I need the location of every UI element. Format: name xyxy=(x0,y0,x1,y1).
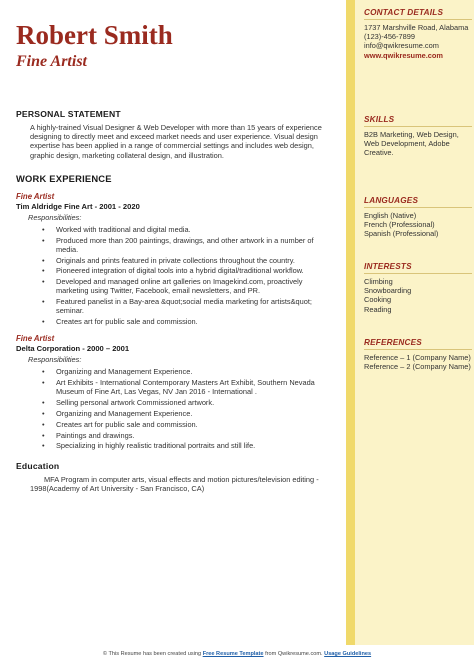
usage-guidelines-link[interactable]: Usage Guidelines xyxy=(324,651,372,657)
job-role: Fine Artist xyxy=(16,191,55,201)
education-heading: Education xyxy=(16,460,60,471)
contact-email[interactable]: info@qwikresume.com xyxy=(364,41,439,51)
contact-heading: CONTACT DETAILS xyxy=(364,8,472,20)
personal-statement-text: A highly-trained Visual Designer & Web Developer with more than 15 years of experience designing to directly meet and exceed market needs and user experience. Visual design expertise has been applied in a range of commercial settings and includes web design, graphic design, marketing collateral design, and illustration. xyxy=(30,123,322,160)
footer-middle: from Qwikresume.com. xyxy=(265,651,323,657)
list-item: • Creates art for public sale and commission. xyxy=(42,420,334,429)
free-resume-template-link[interactable]: Free Resume Template xyxy=(202,651,264,657)
language-item: French (Professional) xyxy=(364,220,435,230)
contact-address: 1737 Marshville Road, Alabama xyxy=(364,23,469,32)
list-item: • Featured panelist in a Bay-area &quot;social media marketing for artists&quot; seminar. xyxy=(42,297,334,315)
job-company: Tim Aldridge Fine Art - 2001 - 2020 xyxy=(16,201,140,211)
main-column xyxy=(16,20,334,493)
responsibilities-label: Responsibilities: xyxy=(28,355,82,365)
job-entry xyxy=(16,334,334,450)
interest-item: Reading xyxy=(364,304,392,314)
interests-section xyxy=(364,262,472,314)
interest-item: Snowboarding xyxy=(364,286,412,296)
interest-item: Cooking xyxy=(364,295,392,305)
language-item: English (Native) xyxy=(364,211,417,220)
education-text: MFA Program in computer arts, visual effects and motion pictures/television editing - 1998(Academy of Art University - San Francisco, CA) xyxy=(30,474,319,493)
references-section xyxy=(364,338,472,371)
language-item: Spanish (Professional) xyxy=(364,229,439,239)
list-item: • Art Exhibits - International Contemporary Masters Art Exhibit, Southern Nevada Museum of Fine Art, Las Vegas, NV Jan 2016 - International . xyxy=(42,378,334,396)
skills-heading: SKILLS xyxy=(364,115,472,127)
sidebar xyxy=(346,0,474,645)
skills-section xyxy=(364,115,472,158)
interest-item: Climbing xyxy=(364,277,393,286)
list-item: • Developed and managed online art galleries on Imagekind.com, proactively marketing using Twitter, Facebook, email newsletters, and PR. xyxy=(42,277,334,295)
footer-prefix: © This Resume has been created using xyxy=(102,651,202,657)
list-item: • Specializing in highly realistic traditional portraits and still life. xyxy=(42,441,334,450)
list-item: • Worked with traditional and digital media. xyxy=(42,225,334,234)
list-item: • Organizing and Management Experience. xyxy=(42,409,334,418)
list-item: • Paintings and drawings. xyxy=(42,431,334,440)
list-item: • Originals and prints featured in private collections throughout the country. xyxy=(42,256,334,265)
candidate-name: Robert Smith xyxy=(16,20,173,50)
responsibilities-list xyxy=(16,225,334,327)
list-item: • Organizing and Management Experience. xyxy=(42,367,334,376)
list-item: • Creates art for public sale and commission. xyxy=(42,317,334,326)
job-role: Fine Artist xyxy=(16,334,55,344)
references-heading: REFERENCES xyxy=(364,338,472,350)
languages-heading: LANGUAGES xyxy=(364,196,472,208)
skills-text: B2B Marketing, Web Design, Web Development, Adobe Creative. xyxy=(364,130,459,158)
list-item: • Selling personal artwork Commissioned artwork. xyxy=(42,398,334,407)
list-item: • Pioneered integration of digital tools into a hybrid digital/traditional workflow. xyxy=(42,266,334,275)
responsibilities-label: Responsibilities: xyxy=(28,212,82,222)
job-company: Delta Corporation - 2000 – 2001 xyxy=(16,344,130,354)
personal-statement-heading: PERSONAL STATEMENT xyxy=(16,109,121,119)
contact-phone: (123)-456-7899 xyxy=(364,32,415,42)
reference-item: Reference – 1 (Company Name) xyxy=(364,353,471,362)
contact-website-link[interactable]: www.qwikresume.com xyxy=(364,50,443,60)
contact-section xyxy=(364,8,472,60)
candidate-title: Fine Artist xyxy=(16,53,87,70)
responsibilities-list xyxy=(16,367,334,450)
languages-section xyxy=(364,196,472,239)
footer xyxy=(0,651,474,657)
job-entry xyxy=(16,192,334,327)
list-item: • Produced more than 200 paintings, drawings, and other artwork in a number of media. xyxy=(42,236,334,254)
work-experience-heading: WORK EXPERIENCE xyxy=(16,172,112,184)
interests-heading: INTERESTS xyxy=(364,262,472,274)
reference-item: Reference – 2 (Company Name) xyxy=(364,362,471,372)
